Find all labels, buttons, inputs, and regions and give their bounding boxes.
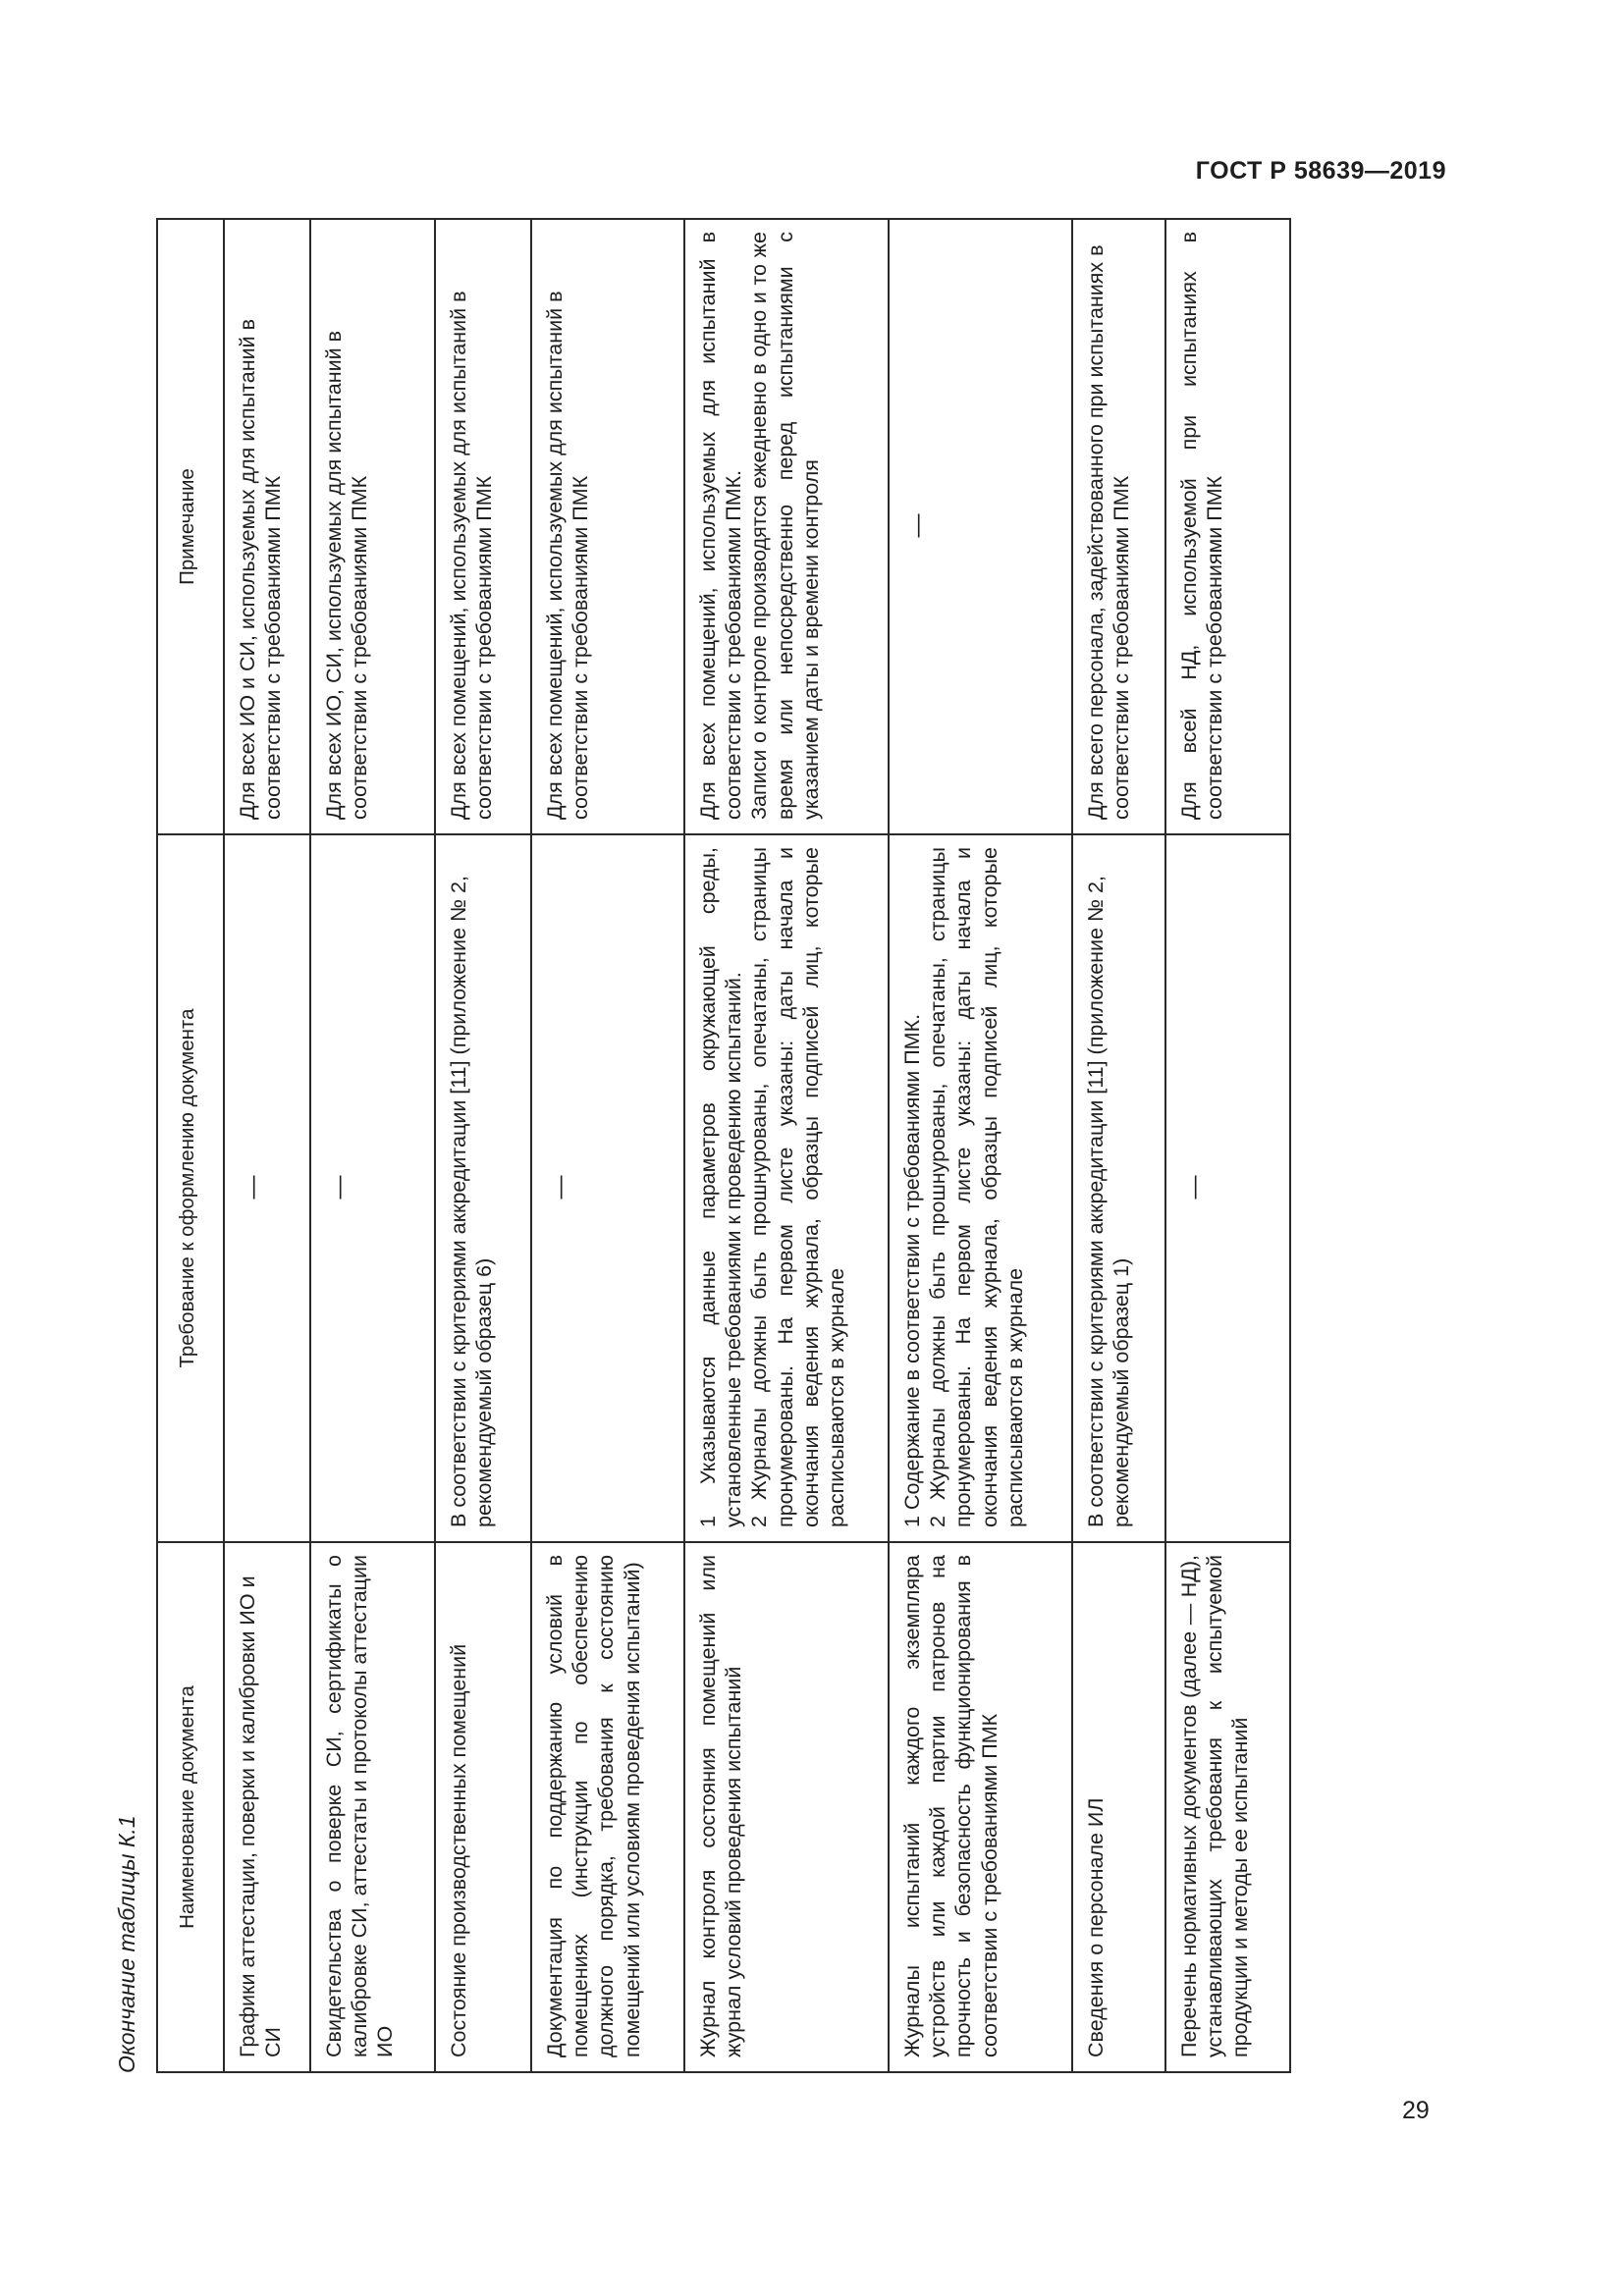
cell-name: Графики аттестации, поверки и калибровки ИО и СИ: [224, 1542, 310, 2072]
cell-requirement: —: [531, 834, 684, 1542]
requirement-item: 2 Журналы должны быть прошнурованы, опечатаны, страницы пронумерованы. На первом листе указаны: даты начала и окончания ведения журнала, образцы подписей лиц, которые расписываются в журнале: [747, 847, 849, 1527]
cell-requirement: [684, 834, 889, 1542]
column-header-requirement: Требование к оформлению документа: [157, 834, 224, 1542]
cell-requirement: В соответствии с критериями аккредитации [11] (приложение № 2, рекомендуемый образец 6): [435, 834, 531, 1542]
cell-note: Для всего персонала, задействованного при испытаниях в соответствии с требованиями ПМК: [1072, 219, 1165, 834]
cell-note: Для всех ИО, СИ, используемых для испытаний в соответствии с требованиями ПМК: [310, 219, 435, 834]
requirement-item: 1 Содержание в соответствии с требованиями ПМК.: [900, 1013, 924, 1527]
standard-code: ГОСТ Р 58639—2019: [1195, 157, 1446, 185]
cell-name: Документация по поддержанию условий в помещениях (инструкции по обеспечению должного порядка, требования к состоянию помещений или условиям проведения испытаний): [531, 1542, 684, 2072]
table-row: [684, 219, 889, 2072]
cell-note: Для всех помещений, используемых для испытаний в соответствии с требованиями ПМК: [531, 219, 684, 834]
column-header-note: Примечание: [157, 219, 224, 834]
cell-name: Журнал контроля состояния помещений или журнал условий проведения испытаний: [684, 1542, 889, 2072]
table-row: [310, 219, 435, 2072]
cell-name: Состояние производственных помещений: [435, 1542, 531, 2072]
cell-name: Свидетельства о поверке СИ, сертификаты о калибровке СИ, аттестаты и протоколы аттестации ИО: [310, 1542, 435, 2072]
table-row: [1072, 219, 1165, 2072]
table-row: [435, 219, 531, 2072]
cell-note: Для всех ИО и СИ, используемых для испытаний в соответствии с требованиями ПМК: [224, 219, 310, 834]
cell-note: Для всей НД, используемой при испытаниях в соответствии с требованиями ПМК: [1165, 219, 1290, 834]
cell-requirement: В соответствии с критериями аккредитации [11] (приложение № 2, рекомендуемый образец 1): [1072, 834, 1165, 1542]
cell-name: Сведения о персонале ИЛ: [1072, 1542, 1165, 2072]
requirement-item: 2 Журналы должны быть прошнурованы, опечатаны, страницы пронумерованы. На первом листе указаны: даты начала и окончания ведения журнала, образцы подписей лиц, которые расписываются в журнале: [926, 847, 1027, 1527]
cell-requirement: [889, 834, 1072, 1542]
page-number: 29: [1402, 2097, 1430, 2124]
note-item: Записи о контроле производятся ежедневно в одно и то же время или непосредственно перед испытаниями с указанием даты и времени контроля: [747, 232, 823, 820]
cell-requirement: —: [1165, 834, 1290, 1542]
rotated-table-area: [114, 228, 1292, 2073]
table-row: [889, 219, 1072, 2072]
cell-requirement: —: [224, 834, 310, 1542]
cell-name: Перечень нормативных документов (далее — НД), устанавливающих требования к испытуемой продукции и методы ее испытаний: [1165, 1542, 1290, 2072]
requirements-table: [156, 218, 1291, 2073]
table-header-row: [157, 219, 224, 2072]
cell-note: —: [889, 219, 1072, 834]
table-row: [224, 219, 310, 2072]
column-header-name: Наименование документа: [157, 1542, 224, 2072]
requirement-item: 1 Указываются данные параметров окружающей среды, установленные требованиями к проведению испытаний.: [696, 847, 746, 1527]
cell-note: [684, 219, 889, 834]
table-row: [531, 219, 684, 2072]
cell-requirement: —: [310, 834, 435, 1542]
table-caption: Окончание таблицы К.1: [114, 1815, 139, 2073]
note-item: Для всех помещений, используемых для испытаний в соответствии с требованиями ПМК.: [696, 232, 746, 820]
cell-name: Журналы испытаний каждого экземпляра устройств или каждой партии патронов на прочность и безопасность функционирования в соответствии с требованиями ПМК: [889, 1542, 1072, 2072]
table-row: [1165, 219, 1290, 2072]
cell-note: Для всех помещений, используемых для испытаний в соответствии с требованиями ПМК: [435, 219, 531, 834]
